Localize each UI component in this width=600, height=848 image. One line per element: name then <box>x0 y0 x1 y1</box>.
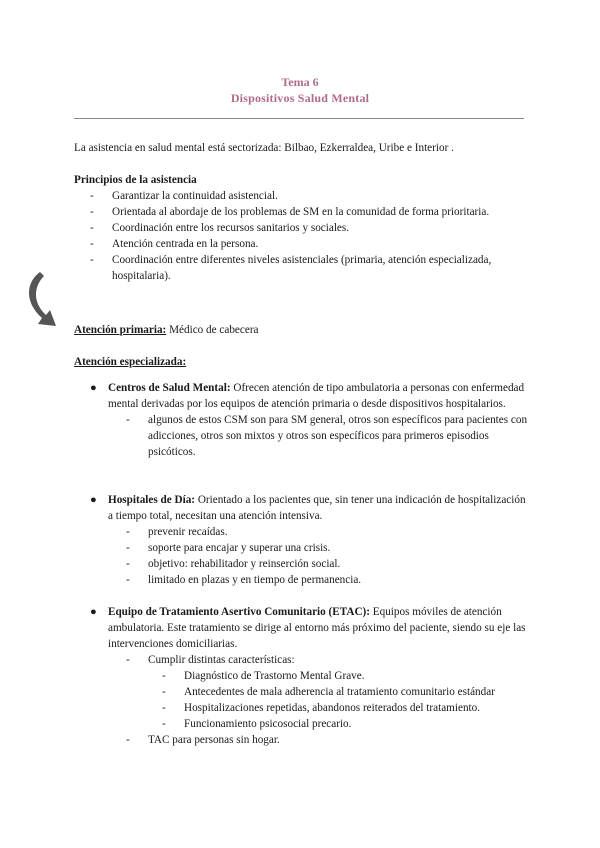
curved-arrow-icon <box>22 268 62 330</box>
principles-list <box>90 188 529 284</box>
etac-list <box>126 652 528 748</box>
etac-text: Equipos móviles de atención ambulatoria. Este tratamiento se dirige al entorno más próximo del paciente, siendo su eje las intervenciones domiciliarias. <box>108 606 526 650</box>
list-item: - Antecedentes de mala adherencia al tratamiento comunitario estándar <box>162 684 528 700</box>
list-item: - algunos de estos CSM son para SM general, otros son específicos para pacientes con adicciones, otros son mixtos y otros son específicos para primeros episodios psicóticos. <box>126 412 528 460</box>
list-item: - TAC para personas sin hogar. <box>126 732 528 748</box>
etac-title: Equipo de Tratamiento Asertivo Comunitario (ETAC): <box>108 606 370 618</box>
header-divider <box>74 118 524 119</box>
list-item: - Diagnóstico de Trastorno Mental Grave. <box>162 668 528 684</box>
list-item: - Funcionamiento psicosocial precario. <box>162 716 528 732</box>
list-item: - Coordinación entre diferentes niveles asistenciales (primaria, atención especializada, hospitalaria). <box>90 252 529 284</box>
bullet-icon: ● <box>90 494 97 506</box>
primary-care-text: Médico de cabecera <box>166 324 259 336</box>
list-item <box>88 492 528 524</box>
etac-sub-list <box>162 668 528 732</box>
list-item: - Atención centrada en la persona. <box>90 236 529 252</box>
etac-section <box>88 604 528 748</box>
list-item: - Orientada al abordaje de los problemas de SM en la comunidad de forma prioritaria. <box>90 204 529 220</box>
list-item: - Coordinación entre los recursos sanitarios y sociales. <box>90 220 529 236</box>
intro-paragraph: La asistencia en salud mental está sectorizada: Bilbao, Ezkerraldea, Uribe e Interior . <box>74 142 454 154</box>
csm-text: Ofrecen atención de tipo ambulatoria a personas con enfermedad mental derivadas por los equipos de atención primaria o desde dispositivos hospitalarios. <box>108 382 525 410</box>
primary-care-heading: Atención primaria: <box>74 324 167 336</box>
list-item <box>88 604 528 652</box>
bullet-icon: ● <box>90 382 97 394</box>
list-item: - prevenir recaídas. <box>126 524 528 540</box>
specialized-heading: Atención especializada: <box>74 356 187 368</box>
principles-heading: Principios de la asistencia <box>74 174 197 186</box>
csm-list <box>126 412 528 460</box>
etac-sub-heading: Cumplir distintas características: <box>148 654 295 666</box>
list-item: - Garantizar la continuidad asistencial. <box>90 188 529 204</box>
day-hospitals-text: Orientado a los pacientes que, sin tener una indicación de hospitalización a tiempo total, necesitan una atención intensiva. <box>108 494 526 522</box>
principles-section <box>74 172 529 284</box>
day-hospitals-title: Hospitales de Día: <box>108 494 196 506</box>
day-hospitals-section <box>88 492 528 588</box>
bullet-icon: ● <box>90 606 97 618</box>
primary-care-section <box>74 322 529 338</box>
list-item: - objetivo: rehabilitador y reinserción social. <box>126 556 528 572</box>
list-item: - soporte para encajar y superar una crisis. <box>126 540 528 556</box>
list-item <box>126 652 528 732</box>
csm-title: Centros de Salud Mental: <box>108 382 231 394</box>
list-item: - Hospitalizaciones repetidas, abandonos reiterados del tratamiento. <box>162 700 528 716</box>
day-hospitals-list <box>126 524 528 588</box>
topic-number: Tema 6 <box>281 75 319 89</box>
page-title: Dispositivos Salud Mental <box>230 91 370 105</box>
list-item <box>88 380 528 412</box>
list-item: - limitado en plazas y en tiempo de permanencia. <box>126 572 528 588</box>
csm-section <box>88 380 528 460</box>
